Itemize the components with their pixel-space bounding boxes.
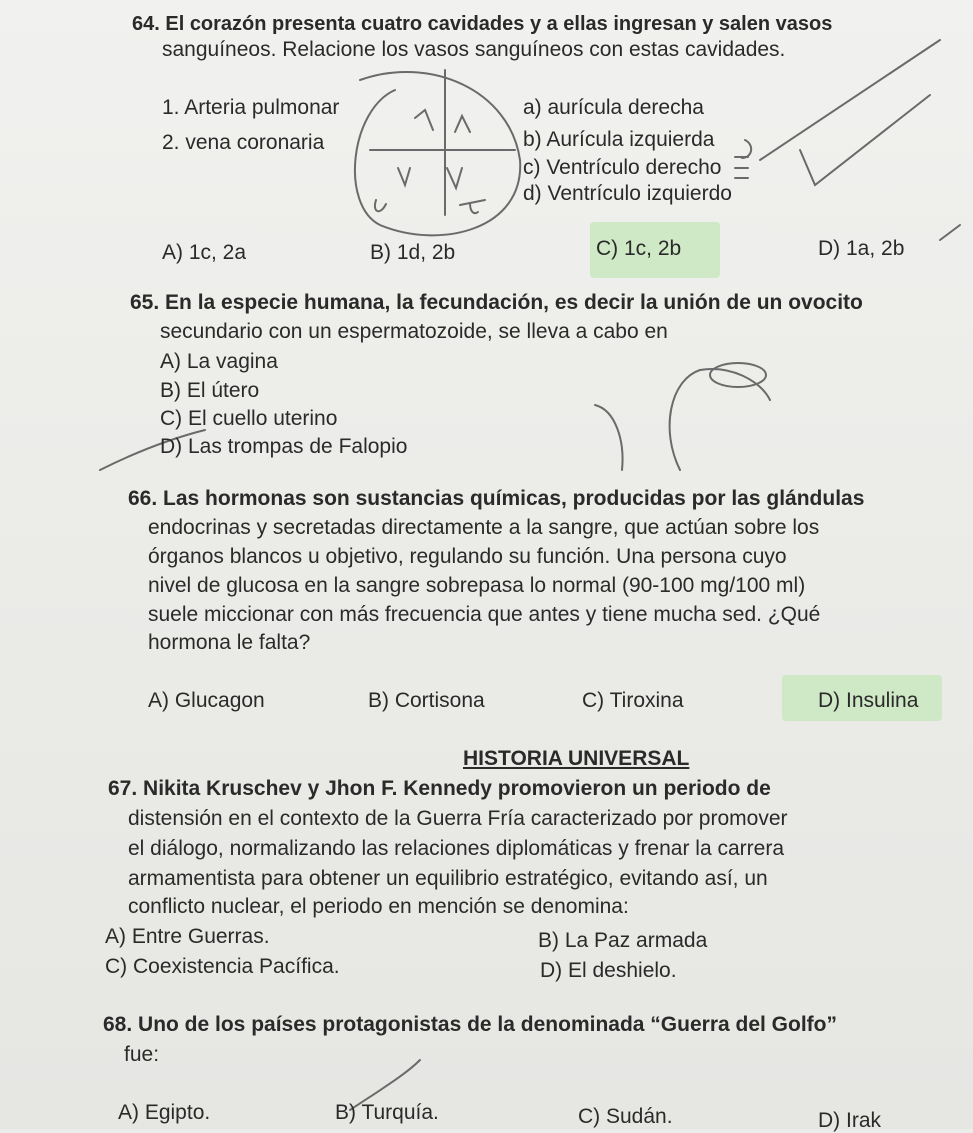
q65-option-b[interactable]: B) El útero	[160, 379, 260, 402]
q66-option-c[interactable]: C) Tiroxina	[582, 689, 684, 712]
q65-line1: 65. En la especie humana, la fecundación, es decir la unión de un ovocito	[130, 291, 863, 314]
section-heading: HISTORIA UNIVERSAL	[463, 747, 690, 770]
q66-option-b[interactable]: B) Cortisona	[368, 689, 485, 712]
q67-option-a[interactable]: A) Entre Guerras.	[105, 925, 270, 948]
q64-line2: sanguíneos. Relacione los vasos sanguíneos con estas cavidades.	[162, 38, 786, 61]
q64-option-c[interactable]: C) 1c, 2b	[596, 237, 682, 260]
q64-line1: 64. El corazón presenta cuatro cavidades y a ellas ingresan y salen vasos	[132, 13, 833, 35]
q64-option-d[interactable]: D) 1a, 2b	[818, 237, 905, 260]
q65-option-d[interactable]: D) Las trompas de Falopio	[160, 435, 408, 458]
q66-line3: órganos blancos u objetivo, regulando su función. Una persona cuyo	[148, 545, 787, 568]
q68-option-d[interactable]: D) Irak	[818, 1109, 881, 1132]
q68-option-b[interactable]: B) Turquía.	[335, 1101, 439, 1124]
q68-option-c[interactable]: C) Sudán.	[578, 1105, 673, 1128]
q64-right-d: d) Ventrículo izquierdo	[523, 182, 732, 205]
q65-line2: secundario con un espermatozoide, se lleva a cabo en	[160, 320, 668, 343]
q66-line2: endocrinas y secretadas directamente a la sangre, que actúan sobre los	[148, 516, 820, 539]
q67-line4: armamentista para obtener un equilibrio estratégico, evitando así, un	[128, 867, 768, 890]
q64-left-2: 2. vena coronaria	[162, 131, 325, 154]
q67-line3: el diálogo, normalizando las relaciones diplomáticas y frenar la carrera	[128, 837, 784, 860]
q67-option-d[interactable]: D) El deshielo.	[540, 959, 677, 982]
q67-line5: conflicto nuclear, el periodo en mención se denomina:	[128, 895, 629, 918]
q68-option-a[interactable]: A) Egipto.	[118, 1101, 211, 1124]
q65-option-c[interactable]: C) El cuello uterino	[160, 407, 338, 430]
q66-line6: hormona le falta?	[148, 631, 311, 654]
q65-option-a[interactable]: A) La vagina	[160, 350, 278, 373]
q64-right-a: a) aurícula derecha	[523, 96, 704, 119]
q64-option-a[interactable]: A) 1c, 2a	[162, 241, 247, 264]
q66-line1: 66. Las hormonas son sustancias químicas, producidas por las glándulas	[128, 487, 865, 510]
q64-right-b: b) Aurícula izquierda	[523, 128, 715, 151]
q67-line2: distensión en el contexto de la Guerra Fría caracterizado por promover	[128, 807, 788, 830]
q66-line5: suele miccionar con más frecuencia que antes y tiene mucha sed. ¿Qué	[148, 603, 821, 626]
q64-left-1: 1. Arteria pulmonar	[162, 96, 340, 119]
q67-option-c[interactable]: C) Coexistencia Pacífica.	[105, 955, 340, 978]
q67-option-b[interactable]: B) La Paz armada	[538, 929, 708, 952]
q64-right-c: c) Ventrículo derecho	[523, 156, 722, 179]
q68-line1: 68. Uno de los países protagonistas de la denominada “Guerra del Golfo”	[103, 1013, 837, 1036]
q67-line1: 67. Nikita Kruschev y Jhon F. Kennedy promovieron un periodo de	[108, 777, 771, 800]
q66-option-a[interactable]: A) Glucagon	[148, 689, 265, 712]
q68-line2: fue:	[124, 1043, 160, 1066]
q66-option-d[interactable]: D) Insulina	[818, 689, 919, 712]
q64-option-b[interactable]: B) 1d, 2b	[370, 241, 456, 264]
q66-line4: nivel de glucosa en la sangre sobrepasa lo normal (90-100 mg/100 ml)	[148, 574, 806, 597]
